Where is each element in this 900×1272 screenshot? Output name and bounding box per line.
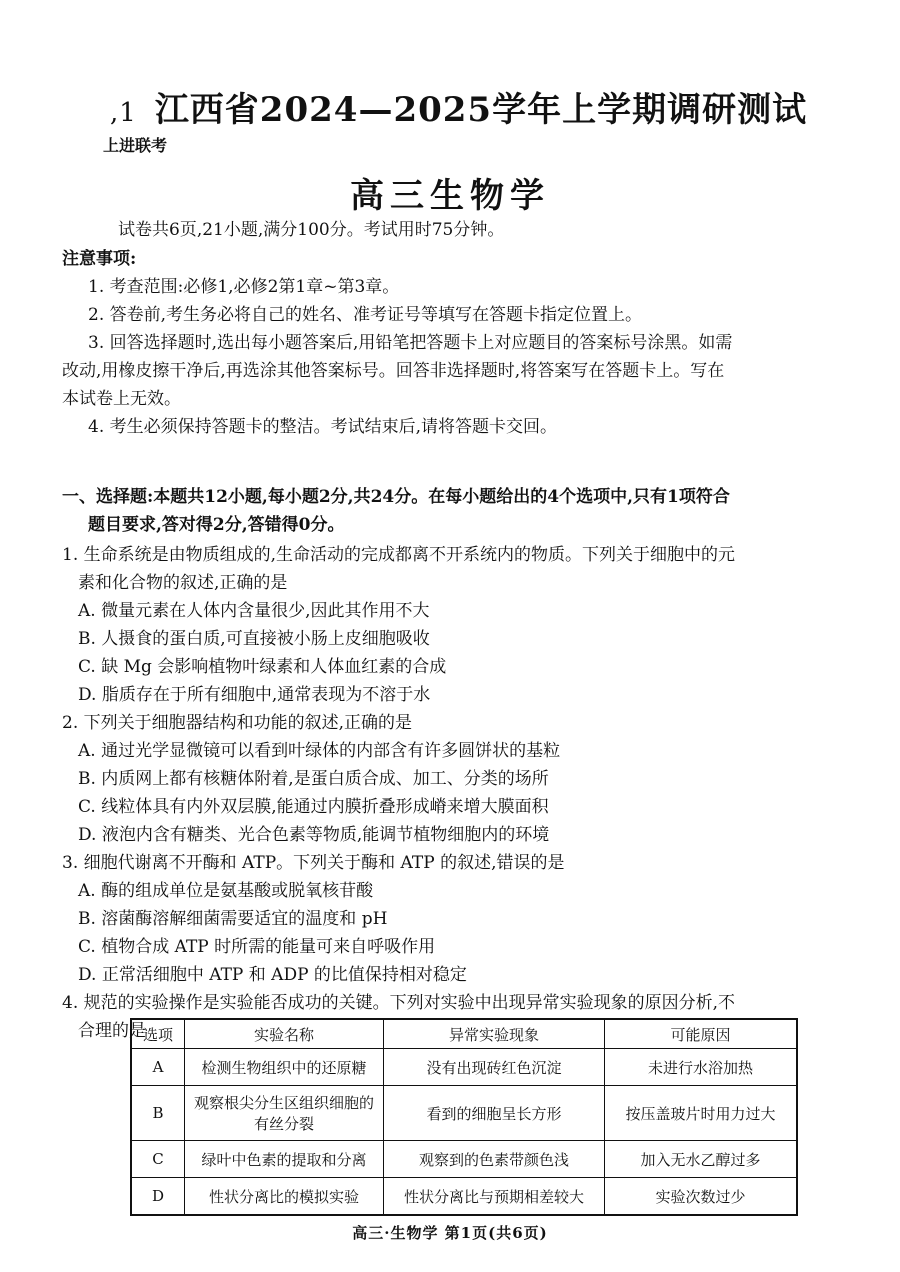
table-cell: 未进行水浴加热 — [605, 1049, 798, 1086]
option-c: C. 植物合成 ATP 时所需的能量可来自呼吸作用 — [78, 937, 436, 957]
section-heading-line: 一、选择题:本题共12小题,每小题2分,共24分。在每小题给出的4个选项中,只有1项符合 — [62, 487, 730, 507]
table-cell: 加入无水乙醇过多 — [605, 1141, 798, 1178]
question-stem: 素和化合物的叙述,正确的是 — [78, 573, 288, 593]
page-footer: 高三·生物学 第1页(共6页) — [352, 1224, 548, 1242]
question-stem: 3. 细胞代谢离不开酶和 ATP。下列关于酶和 ATP 的叙述,错误的是 — [62, 853, 565, 873]
column-header: 实验名称 — [185, 1019, 384, 1049]
table-cell: 性状分离比与预期相差较大 — [384, 1178, 605, 1216]
table-cell: 观察到的色素带颜色浅 — [384, 1141, 605, 1178]
option-b: B. 内质网上都有核糖体附着,是蛋白质合成、加工、分类的场所 — [78, 769, 549, 789]
option-d: D. 正常活细胞中 ATP 和 ADP 的比值保持相对稳定 — [78, 965, 467, 985]
table-header-row — [131, 1019, 797, 1049]
notice-item-continued: 改动,用橡皮擦干净后,再选涂其他答案标号。回答非选择题时,将答案写在答题卡上。写在 — [62, 361, 725, 381]
column-header: 异常实验现象 — [384, 1019, 605, 1049]
column-header: 可能原因 — [605, 1019, 798, 1049]
section-heading-line: 题目要求,答对得2分,答错得0分。 — [88, 515, 345, 535]
question-stem: 4. 规范的实验操作是实验能否成功的关键。下列对实验中出现异常实验现象的原因分析,不 — [62, 993, 736, 1013]
exam-intro: 试卷共6页,21小题,满分100分。考试用时75分钟。 — [118, 220, 505, 240]
table-cell: 按压盖玻片时用力过大 — [605, 1086, 798, 1141]
table-cell: D — [131, 1178, 185, 1216]
exam-title-text: 江西省2024—2025学年上学期调研测试 — [154, 90, 808, 130]
table-cell: 观察根尖分生区组织细胞的有丝分裂 — [185, 1086, 384, 1141]
option-d: D. 液泡内含有糖类、光合色素等物质,能调节植物细胞内的环境 — [78, 825, 550, 845]
organization-label: 上进联考 — [103, 136, 168, 155]
table-cell: A — [131, 1049, 185, 1086]
table-row — [131, 1086, 797, 1141]
option-c: C. 缺 Mg 会影响植物叶绿素和人体血红素的合成 — [78, 657, 447, 677]
table-row — [131, 1049, 797, 1086]
exam-title — [110, 82, 870, 131]
option-c: C. 线粒体具有内外双层膜,能通过内膜折叠形成嵴来增大膜面积 — [78, 797, 549, 817]
notice-item: 4. 考生必须保持答题卡的整洁。考试结束后,请将答题卡交回。 — [88, 417, 558, 437]
table-cell: 看到的细胞呈长方形 — [384, 1086, 605, 1141]
question-3 — [62, 849, 852, 989]
margin-mark: ,1 — [110, 98, 137, 128]
option-d: D. 脂质存在于所有细胞中,通常表现为不溶于水 — [78, 685, 431, 705]
table-cell: B — [131, 1086, 185, 1141]
notice-item: 3. 回答选择题时,选出每小题答案后,用铅笔把答题卡上对应题目的答案标号涂黑。如需 — [88, 333, 733, 353]
notice-item: 2. 答卷前,考生务必将自己的姓名、准考证号等填写在答题卡指定位置上。 — [88, 305, 643, 325]
option-a: A. 酶的组成单位是氨基酸或脱氧核苷酸 — [78, 881, 374, 901]
question-stem: 2. 下列关于细胞器结构和功能的叙述,正确的是 — [62, 713, 413, 733]
table-cell: 没有出现砖红色沉淀 — [384, 1049, 605, 1086]
experiment-table — [130, 1018, 798, 1216]
table-cell: 检测生物组织中的还原糖 — [185, 1049, 384, 1086]
table-cell: 性状分离比的模拟实验 — [185, 1178, 384, 1216]
table-cell: 绿叶中色素的提取和分离 — [185, 1141, 384, 1178]
question-list — [62, 541, 852, 1045]
section-heading — [62, 483, 878, 539]
option-b: B. 溶菌酶溶解细菌需要适宜的温度和 pH — [78, 909, 388, 929]
question-1 — [62, 541, 852, 709]
notice-item: 1. 考查范围:必修1,必修2第1章~第3章。 — [88, 277, 400, 297]
notice-item-continued: 本试卷上无效。 — [62, 389, 181, 409]
notice-list — [62, 273, 852, 441]
question-stem: 1. 生命系统是由物质组成的,生命活动的完成都离不开系统内的物质。下列关于细胞中的元 — [62, 545, 736, 565]
table-cell: C — [131, 1141, 185, 1178]
subject-title: 高三生物学 — [350, 176, 550, 216]
option-a: A. 通过光学显微镜可以看到叶绿体的内部含有许多圆饼状的基粒 — [78, 741, 561, 761]
notice-heading: 注意事项: — [62, 249, 137, 269]
table-row — [131, 1141, 797, 1178]
option-a: A. 微量元素在人体内含量很少,因此其作用不大 — [78, 601, 430, 621]
question-stem: 合理的是 — [78, 1021, 146, 1041]
table-cell: 实验次数过少 — [605, 1178, 798, 1216]
column-header: 选项 — [131, 1019, 185, 1049]
question-2 — [62, 709, 852, 849]
table-row — [131, 1178, 797, 1216]
option-b: B. 人摄食的蛋白质,可直接被小肠上皮细胞吸收 — [78, 629, 430, 649]
